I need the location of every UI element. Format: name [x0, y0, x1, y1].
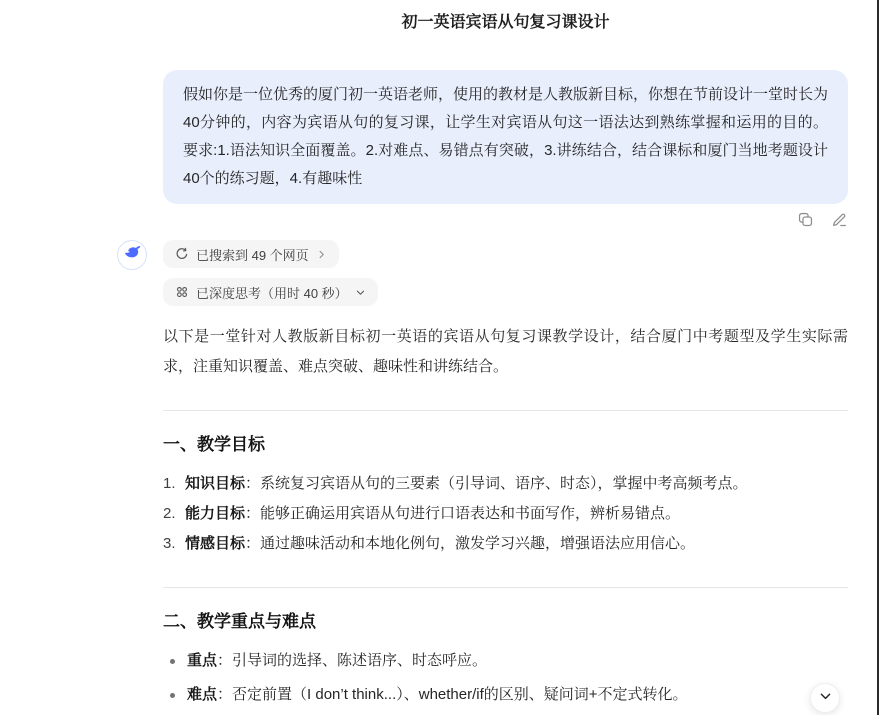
list-item-label: 能力目标: [185, 505, 246, 522]
key-difficult-points-list: [163, 646, 848, 710]
assistant-message: [163, 240, 848, 710]
list-item: [163, 499, 848, 529]
message-actions: [163, 210, 848, 228]
list-number: 2.: [163, 505, 176, 522]
teaching-goals-list: [163, 469, 848, 559]
bullet-icon: [170, 693, 175, 698]
chevron-down-icon: [355, 287, 366, 298]
list-item-body: ：否定前置（I don’t think...）、whether/if的区别、疑问词+不定式转化。: [217, 686, 688, 703]
list-item-text: [187, 646, 487, 676]
list-item-text: [185, 529, 695, 559]
deep-think-chip[interactable]: [163, 278, 378, 306]
list-item-text: [187, 680, 688, 710]
list-item-label: 知识目标: [185, 475, 246, 492]
list-item-body: ：能够正确运用宾语从句进行口语表达和书面写作，辨析易错点。: [245, 505, 681, 522]
conversation-column: [163, 12, 848, 710]
list-item: [163, 680, 848, 710]
copy-icon: [797, 211, 814, 228]
assistant-intro-paragraph: 以下是一堂针对人教版新目标初一英语的宾语从句复习课教学设计，结合厦门中考题型及学生实际需求，注重知识覆盖、难点突破、趣味性和讲练结合。: [163, 328, 848, 375]
window-right-border: [877, 0, 879, 715]
list-item: [163, 646, 848, 676]
bullet-icon: [170, 659, 175, 664]
copy-button[interactable]: [796, 210, 814, 228]
scroll-to-bottom-button[interactable]: [810, 683, 840, 713]
user-message-text: 假如你是一位优秀的厦门初一英语老师，使用的教材是人教版新目标，你想在节前设计一堂时长为40分钟的，内容为宾语从句的复习课，让学生对宾语从句这一语法达到熟练掌握和运用的目的。要求:1.语法知识全面覆盖。2.对难点、易错点有突破，3.讲练结合，结合课标和厦门当地考题设计40个的练习题，4.有趣味性: [183, 86, 829, 187]
user-message-bubble: [163, 70, 848, 204]
search-chip-row: [163, 240, 848, 268]
deep-think-icon: [175, 285, 189, 299]
list-item-label: 情感目标: [185, 535, 246, 552]
search-results-chip[interactable]: [163, 240, 339, 268]
list-item-label: 重点: [187, 652, 218, 669]
assistant-avatar: [117, 240, 147, 270]
list-item: [163, 529, 848, 559]
search-chip-label: 已搜索到 49 个网页: [196, 247, 309, 263]
list-item-text: [185, 499, 680, 529]
list-item-body: ：引导词的选择、陈述语序、时态呼应。: [217, 652, 488, 669]
scroll-down-chevron-icon: [818, 689, 833, 707]
list-number: 3.: [163, 535, 176, 552]
list-item: [163, 469, 848, 499]
chat-title: 初一英语宾语从句复习课设计: [401, 14, 610, 31]
section-heading-2: 二、教学重点与难点: [163, 612, 316, 631]
edit-icon: [831, 211, 848, 228]
web-search-icon: [175, 247, 189, 261]
deep-think-chip-row: [163, 278, 848, 306]
section-heading-1: 一、教学目标: [163, 435, 265, 454]
list-item-body: ：系统复习宾语从句的三要素（引导词、语序、时态），掌握中考高频考点。: [245, 475, 748, 492]
section-divider: [163, 587, 848, 588]
whale-logo-icon: [123, 243, 142, 267]
list-item-label: 难点: [187, 686, 218, 703]
list-item-body: ：通过趣味活动和本地化例句，激发学习兴趣，增强语法应用信心。: [245, 535, 696, 552]
list-item-text: [185, 469, 748, 499]
list-number: 1.: [163, 475, 176, 492]
deep-think-chip-label: 已深度思考（用时 40 秒）: [196, 285, 348, 301]
edit-button[interactable]: [830, 210, 848, 228]
section-divider: [163, 410, 848, 411]
chevron-right-icon: [316, 249, 327, 260]
